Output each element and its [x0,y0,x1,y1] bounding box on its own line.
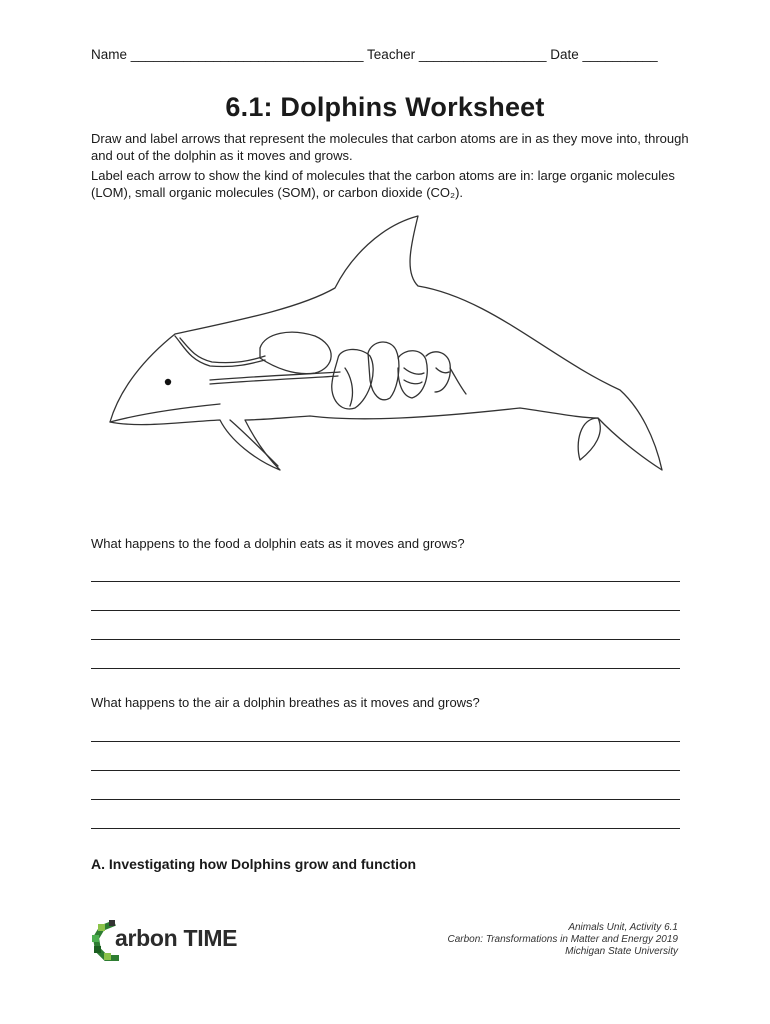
footer-credits [448,922,679,958]
answer-line[interactable] [91,828,680,829]
answer-line[interactable] [91,770,680,771]
name-label: Name [91,47,128,62]
answer-line[interactable] [91,741,680,742]
dolphin-eye [165,379,171,385]
footer-line-2: Carbon: Transformations in Matter and Energy 2019 [447,934,678,945]
teacher-field[interactable]: _________________ [418,47,547,62]
instruction-paragraph-1: Draw and label arrows that represent the molecules that carbon atoms are in as they move into, through and out of the dolphin as it moves and grows. [91,131,689,163]
dolphin-mouth [110,404,220,422]
answer-line[interactable] [91,668,680,669]
dolphin-stomach [260,332,331,373]
question-air: What happens to the air a dolphin breathes as it moves and grows? [91,695,480,710]
student-info-header [91,47,691,62]
dolphin-body-outline [110,216,662,470]
section-heading: A. Investigating how Dolphins grow and function [91,856,417,872]
dolphin-belly-line [210,372,340,380]
date-field[interactable]: __________ [582,47,658,62]
instruction-paragraph-2: Label each arrow to show the kind of molecules that the carbon atoms are in: large organic molecules (LOM), small organic molecules (SOM), or carbon dioxide (CO₂). [91,168,675,200]
logo-wordmark: arbon TIME [115,925,238,951]
answer-line[interactable] [91,799,680,800]
dolphin-liver [332,349,373,409]
footer-line-3: Michigan State University [565,946,678,957]
date-label: Date [550,47,579,62]
name-field[interactable]: _______________________________ [130,47,364,62]
answer-line[interactable] [91,581,680,582]
dolphin-tail-fluke [578,418,600,460]
question-food: What happens to the food a dolphin eats as it moves and grows? [91,536,465,551]
dolphin-intestine [368,342,399,400]
answer-line[interactable] [91,610,680,611]
worksheet-title: 6.1: Dolphins Worksheet [225,92,545,122]
answer-line[interactable] [91,639,680,640]
dolphin-diagram[interactable] [100,208,670,478]
teacher-label: Teacher [367,47,416,62]
footer-line-1: Animals Unit, Activity 6.1 [568,922,678,933]
